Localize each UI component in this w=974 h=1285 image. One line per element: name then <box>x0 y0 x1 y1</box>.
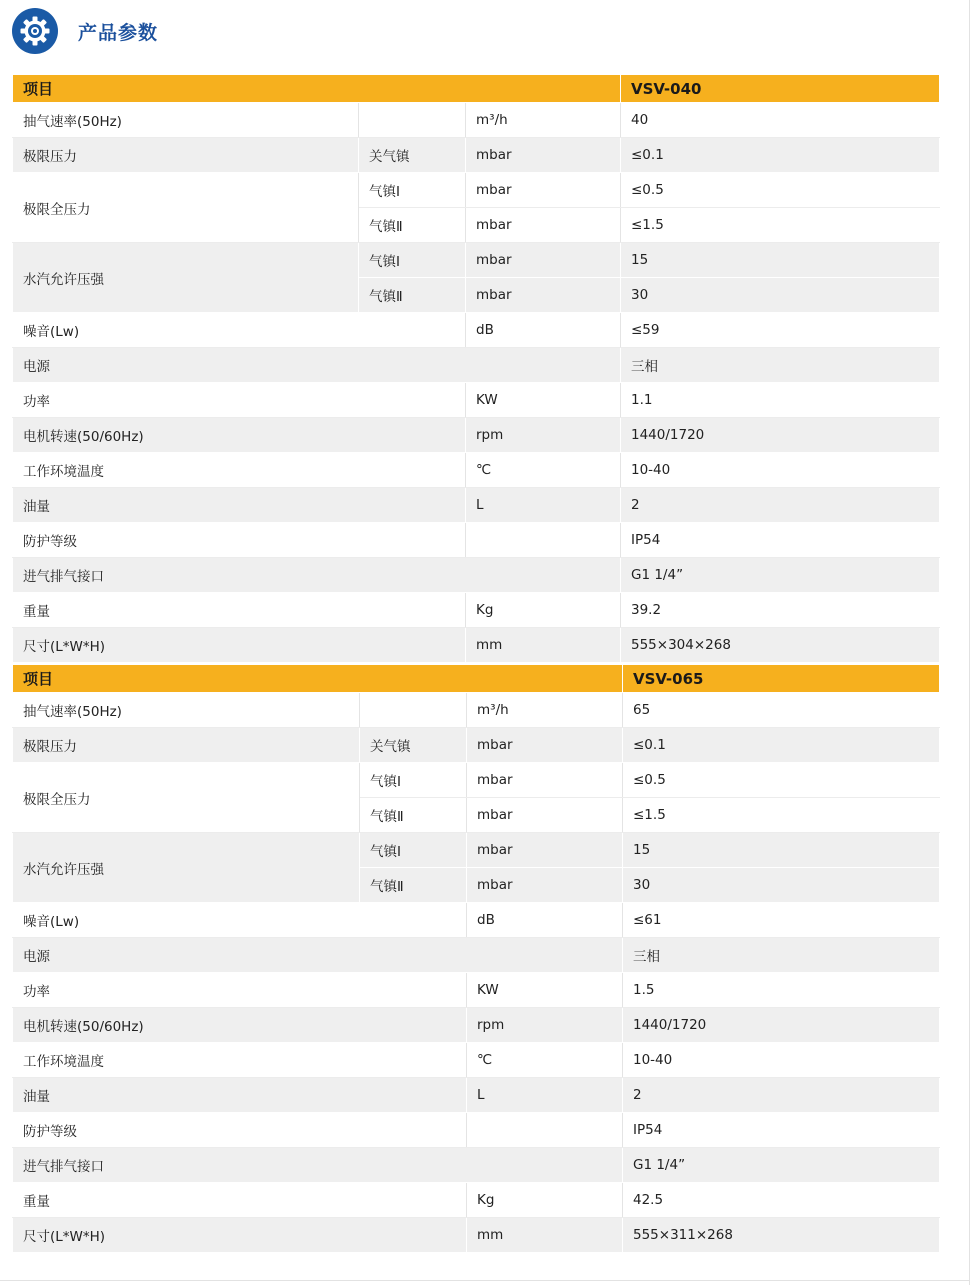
row-value: 42.5 <box>623 1183 940 1218</box>
row-unit: rpm <box>466 418 621 453</box>
row-label: 进气排气接口 <box>13 1148 623 1183</box>
row-value: IP54 <box>623 1113 940 1148</box>
row-label: 工作环境温度 <box>13 453 466 488</box>
gear-icon <box>12 8 58 54</box>
table-row <box>13 103 940 138</box>
row-label: 极限全压力 <box>13 173 359 243</box>
row-unit: mm <box>466 628 621 663</box>
row-unit: mbar <box>467 868 623 903</box>
row-label: 电机转速(50/60Hz) <box>13 1008 467 1043</box>
row-value: ≤0.1 <box>623 728 940 763</box>
row-unit: ℃ <box>467 1043 623 1078</box>
row-unit: mbar <box>467 833 623 868</box>
table-row <box>13 938 940 973</box>
row-label: 进气排气接口 <box>13 558 621 593</box>
row-label: 功率 <box>13 383 466 418</box>
table-row <box>13 628 940 663</box>
row-unit: dB <box>466 313 621 348</box>
table-header-row <box>13 75 940 103</box>
row-unit: mbar <box>467 798 623 833</box>
row-sub: 气镇Ⅱ <box>359 208 466 243</box>
row-unit: KW <box>466 383 621 418</box>
row-label: 尺寸(L*W*H) <box>13 628 466 663</box>
header-model: VSV-065 <box>623 665 940 693</box>
table-row <box>13 973 940 1008</box>
row-unit: KW <box>467 973 623 1008</box>
table-row <box>13 903 940 938</box>
table-row <box>13 313 940 348</box>
row-sub: 气镇Ⅰ <box>360 833 467 868</box>
table-row <box>13 1008 940 1043</box>
row-value: 三相 <box>623 938 940 973</box>
row-value: 10-40 <box>623 1043 940 1078</box>
row-value: IP54 <box>621 523 940 558</box>
row-label: 水汽允许压强 <box>13 243 359 313</box>
row-value: 三相 <box>621 348 940 383</box>
row-unit: Kg <box>466 593 621 628</box>
row-value: 30 <box>623 868 940 903</box>
row-unit: mm <box>467 1218 623 1253</box>
row-unit: dB <box>467 903 623 938</box>
row-label: 尺寸(L*W*H) <box>13 1218 467 1253</box>
table-row <box>13 728 940 763</box>
table-row <box>13 138 940 173</box>
header-item-label: 项目 <box>13 665 623 693</box>
row-unit: mbar <box>467 763 623 798</box>
row-sub <box>360 693 467 728</box>
table-header-row <box>13 665 940 693</box>
header-model: VSV-040 <box>621 75 940 103</box>
row-value: ≤61 <box>623 903 940 938</box>
table-row <box>13 593 940 628</box>
table-row <box>13 453 940 488</box>
row-unit: mbar <box>466 208 621 243</box>
row-value: 30 <box>621 278 940 313</box>
section-title: 产品参数 <box>78 21 159 44</box>
row-sub: 气镇Ⅰ <box>360 763 467 798</box>
header-item-label: 项目 <box>13 75 621 103</box>
row-label: 极限压力 <box>13 728 360 763</box>
row-label: 重量 <box>13 593 466 628</box>
table-row <box>13 693 940 728</box>
row-value: 10-40 <box>621 453 940 488</box>
table-row <box>13 763 940 798</box>
row-label: 抽气速率(50Hz) <box>13 693 360 728</box>
table-row <box>13 1113 940 1148</box>
row-unit: rpm <box>467 1008 623 1043</box>
page-right-border <box>969 0 970 1285</box>
row-unit: mbar <box>466 173 621 208</box>
row-unit: L <box>466 488 621 523</box>
row-sub: 关气镇 <box>359 138 466 173</box>
table-row <box>13 418 940 453</box>
table-row <box>13 243 940 278</box>
row-sub <box>359 103 466 138</box>
row-label: 工作环境温度 <box>13 1043 467 1078</box>
table-row <box>13 523 940 558</box>
row-label: 防护等级 <box>13 523 466 558</box>
row-value: 555×311×268 <box>623 1218 940 1253</box>
table-row <box>13 1078 940 1113</box>
row-label: 噪音(Lw) <box>13 313 466 348</box>
row-unit: m³/h <box>467 693 623 728</box>
row-value: 1440/1720 <box>621 418 940 453</box>
row-unit: ℃ <box>466 453 621 488</box>
row-label: 电源 <box>13 348 621 383</box>
row-unit <box>467 1113 623 1148</box>
row-label: 油量 <box>13 488 466 523</box>
row-label: 极限压力 <box>13 138 359 173</box>
row-label: 重量 <box>13 1183 467 1218</box>
row-value: 39.2 <box>621 593 940 628</box>
section-header <box>12 8 158 54</box>
row-sub: 气镇Ⅰ <box>359 173 466 208</box>
row-sub: 关气镇 <box>360 728 467 763</box>
row-value: G1 1/4” <box>623 1148 940 1183</box>
table-row <box>13 1218 940 1253</box>
row-value: G1 1/4” <box>621 558 940 593</box>
table-row <box>13 488 940 523</box>
row-value: 40 <box>621 103 940 138</box>
row-sub: 气镇Ⅱ <box>359 278 466 313</box>
row-label: 抽气速率(50Hz) <box>13 103 359 138</box>
row-unit: L <box>467 1078 623 1113</box>
row-value: 1.1 <box>621 383 940 418</box>
row-sub: 气镇Ⅱ <box>360 868 467 903</box>
row-label: 功率 <box>13 973 467 1008</box>
table-row <box>13 1183 940 1218</box>
table-row <box>13 383 940 418</box>
row-sub: 气镇Ⅰ <box>359 243 466 278</box>
row-value: 555×304×268 <box>621 628 940 663</box>
table-row <box>13 1148 940 1183</box>
row-label: 电机转速(50/60Hz) <box>13 418 466 453</box>
row-label: 极限全压力 <box>13 763 360 833</box>
spec-table-vsv-040 <box>12 74 940 663</box>
row-unit <box>466 523 621 558</box>
row-value: 65 <box>623 693 940 728</box>
row-sub: 气镇Ⅱ <box>360 798 467 833</box>
row-unit: mbar <box>466 138 621 173</box>
row-label: 油量 <box>13 1078 467 1113</box>
spec-table-vsv-065 <box>12 664 940 1253</box>
row-label: 水汽允许压强 <box>13 833 360 903</box>
row-unit: mbar <box>467 728 623 763</box>
row-value: 1.5 <box>623 973 940 1008</box>
row-label: 噪音(Lw) <box>13 903 467 938</box>
row-value: ≤0.5 <box>623 763 940 798</box>
row-label: 防护等级 <box>13 1113 467 1148</box>
row-value: ≤59 <box>621 313 940 348</box>
table-row <box>13 558 940 593</box>
row-value: ≤1.5 <box>623 798 940 833</box>
row-unit: Kg <box>467 1183 623 1218</box>
row-unit: mbar <box>466 278 621 313</box>
row-value: ≤0.5 <box>621 173 940 208</box>
table-row <box>13 1043 940 1078</box>
row-value: 15 <box>621 243 940 278</box>
row-value: 2 <box>623 1078 940 1113</box>
row-value: ≤0.1 <box>621 138 940 173</box>
row-value: ≤1.5 <box>621 208 940 243</box>
row-value: 1440/1720 <box>623 1008 940 1043</box>
row-unit: mbar <box>466 243 621 278</box>
page-bottom-border <box>0 1280 970 1281</box>
table-row <box>13 173 940 208</box>
row-unit: m³/h <box>466 103 621 138</box>
table-row <box>13 833 940 868</box>
row-label: 电源 <box>13 938 623 973</box>
row-value: 2 <box>621 488 940 523</box>
row-value: 15 <box>623 833 940 868</box>
table-row <box>13 348 940 383</box>
